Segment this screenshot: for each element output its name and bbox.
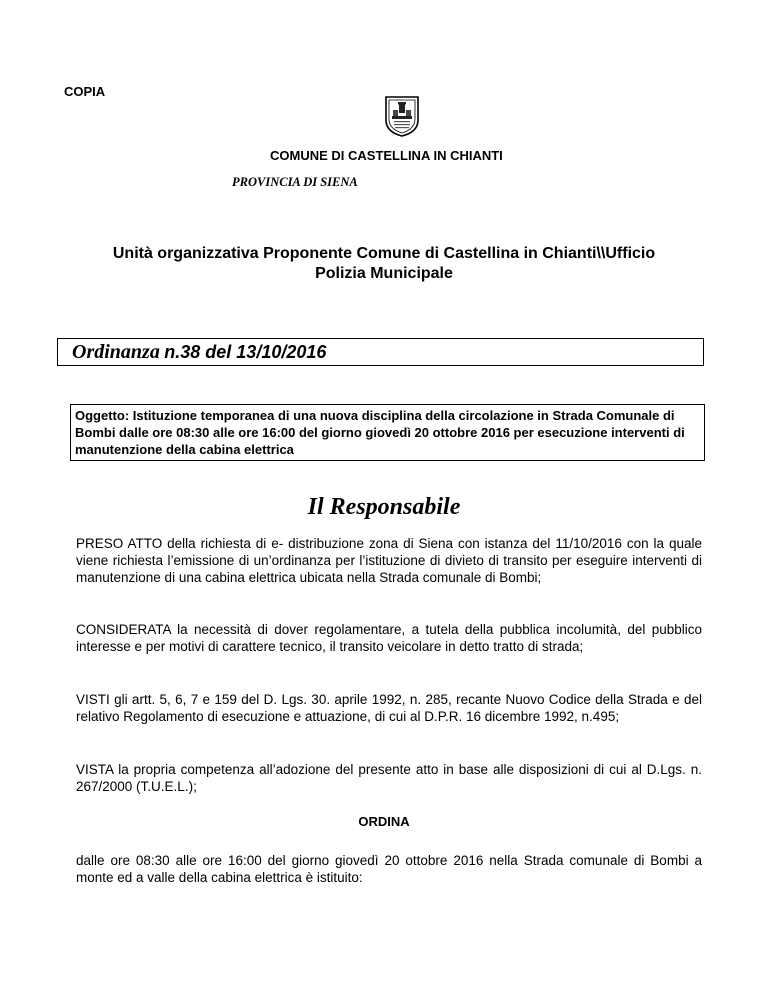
paragraph-vista: VISTA la propria competenza all’adozione del presente atto in base alle disposizioni di cui al D.Lgs. n. 267/2000 (T.U.E.L.);: [76, 762, 702, 794]
responsible-heading: Il Responsabile: [307, 494, 461, 520]
proposing-unit-line-1: Unità organizzativa Proponente Comune di Castellina in Chianti\\Ufficio: [112, 245, 656, 262]
ordinance-number: n.38 del 13/10/2016: [164, 342, 327, 362]
order-heading: ORDINA: [358, 814, 410, 829]
subject-box: Oggetto: Istituzione temporanea di una nuova disciplina della circolazione in Strada Comunale di Bombi dalle ore 08:30 alle ore 16:00 del giorno giovedì 20 ottobre 2016 per esecuzione interventi di manutenzione della cabina elettrica: [70, 404, 705, 461]
copy-label: COPIA: [64, 84, 106, 99]
ordinance-title-box: [57, 338, 704, 366]
coat-of-arms-icon: [383, 94, 421, 138]
proposing-unit-line-2: Polizia Municipale: [315, 265, 453, 282]
ordinance-word: Ordinanza: [72, 341, 160, 363]
paragraph-considerata: CONSIDERATA la necessità di dover regolamentare, a tutela della pubblica incolumità, del pubblico interesse e per motivi di carattere tecnico, il transito veicolare in detto tratto di strada;: [76, 622, 702, 654]
paragraph-visti: VISTI gli artt. 5, 6, 7 e 159 del D. Lgs. 30. aprile 1992, n. 285, recante Nuovo Codice della Strada e del relativo Regolamento di esecuzione e attuazione, di cui al D.P.R. 16 dicembre 1992, n.495;: [76, 692, 702, 724]
province-name: PROVINCIA DI SIENA: [232, 175, 358, 189]
paragraph-preso-atto: PRESO ATTO della richiesta di e- distribuzione zona di Siena con istanza del 11/10/2016 con la quale viene richiesta l’emissione di un’ordinanza per l’istituzione di divieto di transito per eseguire interventi di manutenzione di una cabina elettrica ubicata nella Strada comunale di Bombi;: [76, 536, 702, 585]
proposing-unit: [60, 244, 708, 284]
paragraph-ordina-text: dalle ore 08:30 alle ore 16:00 del giorno giovedì 20 ottobre 2016 nella Strada comunale di Bombi a monte ed a valle della cabina elettrica è istituito:: [76, 853, 702, 885]
municipality-name: COMUNE DI CASTELLINA IN CHIANTI: [270, 148, 503, 163]
